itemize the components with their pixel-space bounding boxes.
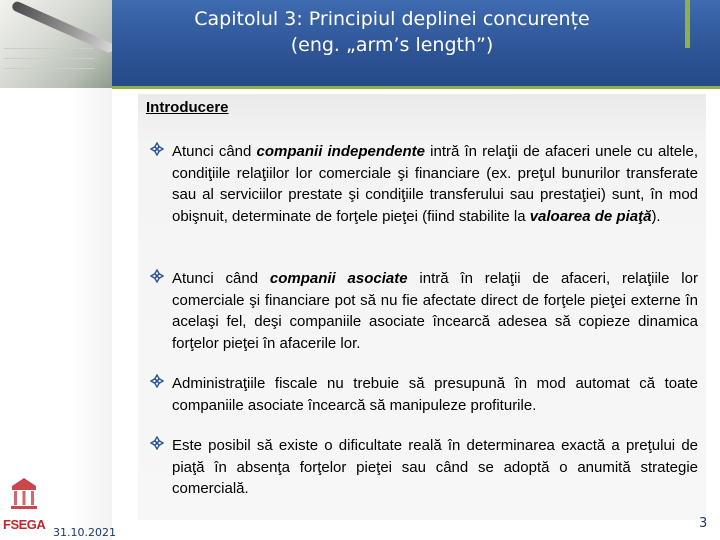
bullet-item xyxy=(150,373,698,416)
bullet-text-pre: Atunci când xyxy=(172,270,270,287)
slide-date: 31.10.2021 xyxy=(53,526,116,539)
bullet-text: Este posibil să existe o dificultate reală în determinarea exactă a preţului de piaţă în absenţa forţelor pieţei sau când se adoptă o anumită strategie comercială. xyxy=(172,437,698,497)
slide-title xyxy=(112,6,672,58)
bullet-item xyxy=(150,435,698,500)
diamond-bullet-icon xyxy=(150,142,164,156)
diamond-bullet-icon xyxy=(150,269,164,283)
diamond-bullet-icon xyxy=(150,436,164,450)
bullet-text xyxy=(172,268,698,354)
header-accent-bar xyxy=(685,0,690,48)
header-accent-line xyxy=(112,86,720,89)
bullet-text-post: ). xyxy=(651,207,661,225)
bullet-text: Administraţiile fiscale nu trebuie să presupună în mod automat că toate companiile asociate încearcă să manipuleze profiturile. xyxy=(172,375,698,414)
left-margin xyxy=(0,88,112,540)
emphasis-term: companii independente xyxy=(256,143,426,160)
bullet-text xyxy=(172,141,698,227)
bullet-text-post: intră în relaţii de afaceri, relaţiile lor comerciale şi financiare pot să nu fie afectate direct de forţele pieţei externe în acelaşi fel, deşi companiile asociate încearcă adesea să copieze dinamica forţelor pieţei în afacerile lor. xyxy=(172,270,698,352)
bullet-item xyxy=(150,268,698,354)
logo-text: FSEGA xyxy=(3,517,46,532)
bullet-item xyxy=(150,141,698,227)
diamond-bullet-icon xyxy=(150,374,164,388)
emphasis-term: companii asociate xyxy=(269,270,408,287)
slide-title-line-2: (eng. „arm’s length”) xyxy=(290,34,494,56)
pen-icon xyxy=(11,0,112,54)
page-number: 3 xyxy=(699,516,708,531)
slide-title-line-1: Capitolul 3: Principiul deplinei concurențe xyxy=(194,8,590,30)
emphasis-term: valoarea de piaţă xyxy=(529,207,652,225)
bullet-text-mid: intră în relaţii de afaceri unele cu altele, condiţiile relaţiilor lor comerciale şi financiare (ex. preţul bunurilor transferate sau al serviciilor prestate şi condiţiile transferului sau prestaţiei) sunt, în mod obişnuit, determinate de forţele pieţei (fiind stabilite la xyxy=(172,143,698,225)
paper-line xyxy=(4,58,94,59)
bullet-text-pre: Atunci când xyxy=(172,143,257,160)
section-title: Introducere xyxy=(146,99,229,116)
slide-header xyxy=(0,0,720,88)
paper-line xyxy=(4,68,94,69)
pen-and-paper-image xyxy=(0,0,112,88)
paper-line xyxy=(4,48,94,49)
